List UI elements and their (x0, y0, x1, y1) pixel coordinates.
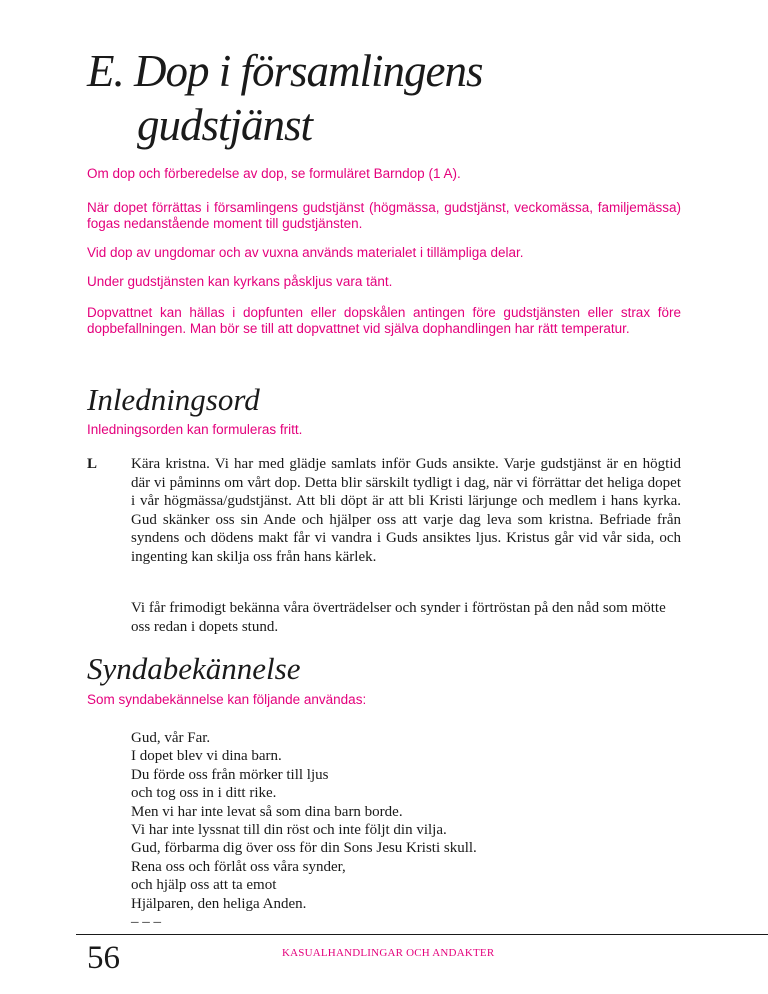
prayer-line: och tog oss in i ditt rike. (131, 785, 277, 802)
prayer-line: och hjälp oss att ta emot (131, 877, 277, 894)
prayer-line: Rena oss och förlåt oss våra synder, (131, 858, 346, 875)
prayer-line: Gud, förbarma dig över oss för din Sons Jesu Kristi skull. (131, 840, 477, 857)
intro-rubric-1: Om dop och förberedelse av dop, se formuläret Barndop (1 A). (87, 166, 461, 181)
heading-syndabekannelse: Syndabekännelse (87, 651, 301, 686)
intro-rubric-3: Vid dop av ungdomar och av vuxna används materialet i tillämpliga delar. (87, 245, 524, 260)
running-footer-title: KASUALHANDLINGAR OCH ANDAKTER (282, 947, 495, 959)
intro-rubric-5: Dopvattnet kan hällas i dopfunten eller dopskålen antingen före gudstjänsten eller strax före dopbefallningen. Man bör se till att dopvattnet vid själva dophandlingen har rätt temperatur. (87, 305, 681, 336)
prayer-line: Gud, vår Far. (131, 730, 211, 746)
prayer-line: Hjälparen, den heliga Anden. (131, 895, 307, 912)
prayer-line: Du förde oss från mörker till ljus (131, 766, 329, 783)
prayer-line: Vi har inte lyssnat till din röst och inte följt din vilja. (131, 822, 447, 839)
prayer-line: I dopet blev vi dina barn. (131, 748, 282, 765)
footer-divider (76, 934, 768, 935)
inledningsord-paragraph-1: Kära kristna. Vi har med glädje samlats inför Guds ansikte. Varje gudstjänst är en högtid där vi påminns om vårt dop. Detta blir särskilt tydligt i dag, när vi förrättar det heliga dopet i vår högmässa/gudstjänst. Att bli döpt är att bli Kristi lärjunge och medlem i hans kyrka. Gud skänker oss sin Ande och hjälper oss att varje dag leva som kristna. Befriade från syndens och dödens makt får vi vandra i Guds ansiktes ljus. Kristus går vid vår sida, och ingenting kan skilja oss från hans kärlek. (131, 456, 681, 565)
inledningsord-rubric: Inledningsorden kan formuleras fritt. (87, 422, 303, 437)
inledningsord-paragraph-2: Vi får frimodigt bekänna våra överträdelser och synder i förtröstan på den nåd som mötte oss redan i dopets stund. (131, 600, 666, 635)
page-title (87, 44, 687, 152)
page-number: 56 (87, 940, 120, 976)
prayer-line: Men vi har inte levat så som dina barn borde. (131, 803, 403, 820)
intro-rubric-2: När dopet förrättas i församlingens gudstjänst (högmässa, gudstjänst, veckomässa, familjemässa) fogas nedanstående moment till gudstjänsten. (87, 200, 681, 231)
intro-rubric-4: Under gudstjänsten kan kyrkans påskljus vara tänt. (87, 274, 393, 289)
heading-inledningsord: Inledningsord (87, 382, 260, 417)
speaker-label-leader: L (87, 456, 98, 472)
syndabekannelse-rubric: Som syndabekännelse kan följande användas: (87, 692, 367, 707)
page-title-line-2: gudstjänst (137, 100, 313, 150)
confession-prayer (131, 729, 681, 931)
prayer-continuation-mark: – – – (131, 914, 161, 931)
page-title-line-1: E. Dop i församlingens (87, 46, 483, 96)
